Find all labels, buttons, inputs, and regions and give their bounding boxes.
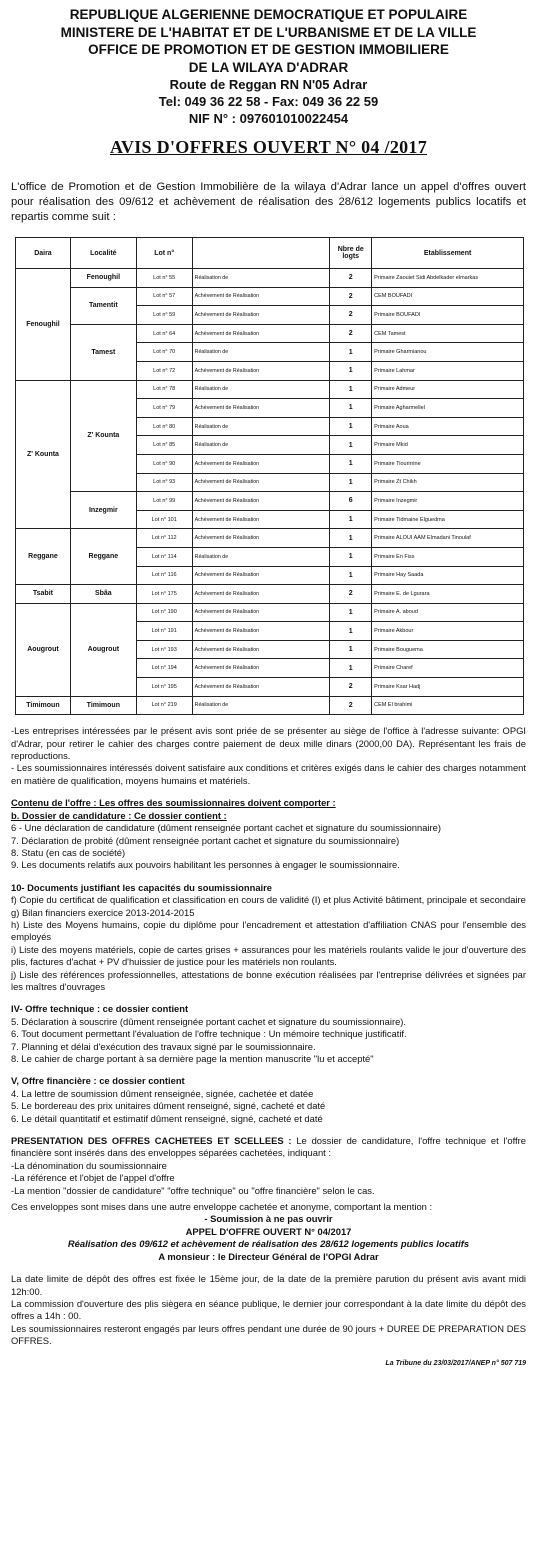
nbre-cell: 2 <box>330 324 372 343</box>
nbre-cell: 1 <box>330 436 372 455</box>
etab-cell: Primaire En Fiss <box>372 547 524 566</box>
envelope-mention: Réalisation des 09/612 et achèvement de réalisation des 28/612 logements publics locatifs <box>67 1238 470 1250</box>
table-row <box>16 529 524 548</box>
letterhead <box>7 6 530 127</box>
etab-cell: Primaire Tidmaine Elguedma <box>372 510 524 529</box>
daira-cell: Aougrout <box>16 603 71 696</box>
list-item: 9. Les documents relatifs aux pouvoirs habilitant les personnes à engager le soumissionnaire. <box>11 859 400 871</box>
nature-cell: Réalisation de <box>192 417 330 436</box>
nature-cell: Achèvement de Réalisation <box>192 659 330 678</box>
nbre-cell: 1 <box>330 399 372 418</box>
list-item: 5. Déclaration à souscrire (dûment renseignée portant cachet et signature du soumissionnaire). <box>11 1015 407 1027</box>
list-item: 6. Le détail quantitatif et estimatif dûment renseigné, signé, cacheté et daté <box>11 1112 323 1124</box>
header-line-1: REPUBLIQUE ALGERIENNE DEMOCRATIQUE ET POPULAIRE <box>69 7 468 22</box>
table-header-row <box>16 238 524 269</box>
nature-cell: Réalisation de <box>192 547 330 566</box>
lot-cell: Lot n° 79 <box>136 399 192 418</box>
list-item: g) Bilan financiers exercice 2013-2014-2015 <box>11 906 195 918</box>
nature-cell: Achèvement de Réalisation <box>192 585 330 604</box>
table-row <box>16 585 524 604</box>
nature-cell: Achèvement de Réalisation <box>192 622 330 641</box>
col-nature <box>192 238 330 269</box>
lot-cell: Lot n° 101 <box>136 510 192 529</box>
etab-cell: Primaire Zt Chikh <box>372 473 524 492</box>
notice-body <box>11 725 526 1347</box>
list-item: 6. Tout document permettant l'évaluation de l'offre technique : Un mémoire technique justificatif. <box>11 1028 407 1040</box>
list-item: 7. Déclaration de probité (dûment renseignée portant cachet et signature du soumissionnaire) <box>11 834 400 846</box>
nature-cell: Achèvement de Réalisation <box>192 566 330 585</box>
nature-cell: Achèvement de Réalisation <box>192 492 330 511</box>
list-item: 8. Le cahier de charge portant à sa dernière page la mention manuscrite "lu et accepté" <box>11 1053 374 1064</box>
etab-cell: Primaire Aoua <box>372 417 524 436</box>
table-row <box>16 696 524 715</box>
daira-cell: Timimoun <box>16 696 71 715</box>
etab-cell: Primaire BOUFADI <box>372 306 524 325</box>
nature-cell: Achèvement de Réalisation <box>192 510 330 529</box>
etab-cell: Primaire Ksar Hadj <box>372 678 524 697</box>
etab-cell: Primaire A. aboud <box>372 603 524 622</box>
etab-cell: Primaire Lahmar <box>372 361 524 380</box>
list-item: 4. La lettre de soumission dûment renseignée, signée, cachetée et datée <box>11 1087 314 1099</box>
col-nbre: Nbre de logts <box>330 238 372 269</box>
col-localite: Localité <box>70 238 136 269</box>
etab-cell: Primaire Gharmianou <box>372 343 524 362</box>
nbre-cell: 2 <box>330 306 372 325</box>
localite-cell: Aougrout <box>70 603 136 696</box>
nbre-cell: 1 <box>330 473 372 492</box>
nature-cell: Achèvement de Réalisation <box>192 678 330 697</box>
lot-cell: Lot n° 59 <box>136 306 192 325</box>
etab-cell: Primaire Agharmeliel <box>372 399 524 418</box>
list-item: -La référence et l'objet de l'appel d'offre <box>11 1172 175 1184</box>
nbre-cell: 1 <box>330 640 372 659</box>
daira-cell: Z' Kounta <box>16 380 71 529</box>
section-heading: IV- Offre technique : ce dossier contient <box>11 1003 189 1015</box>
etab-cell: Primaire E. de Lgurara <box>372 585 524 604</box>
nbre-cell: 1 <box>330 380 372 399</box>
nbre-cell: 1 <box>330 622 372 641</box>
lot-cell: Lot n° 70 <box>136 343 192 362</box>
nbre-cell: 2 <box>330 678 372 697</box>
nbre-cell: 2 <box>330 696 372 715</box>
lot-cell: Lot n° 64 <box>136 324 192 343</box>
nbre-cell: 1 <box>330 566 372 585</box>
lot-cell: Lot n° 112 <box>136 529 192 548</box>
daira-cell: Tsabit <box>16 585 71 604</box>
localite-cell: Timimoun <box>70 696 136 715</box>
etab-cell: Primaire Admeur <box>372 380 524 399</box>
nature-cell: Réalisation de <box>192 269 330 288</box>
lot-cell: Lot n° 55 <box>136 269 192 288</box>
nbre-cell: 1 <box>330 454 372 473</box>
section-heading: 10- Documents justifiant les capacités du soumissionnaire <box>11 881 273 893</box>
table-row <box>16 324 524 343</box>
nbre-cell: 6 <box>330 492 372 511</box>
lot-cell: Lot n° 99 <box>136 492 192 511</box>
lot-cell: Lot n° 57 <box>136 287 192 306</box>
lot-cell: Lot n° 194 <box>136 659 192 678</box>
list-item: f) Copie du certificat de qualification et classification en cours de validité (I) et plus Activité bâtiment, principale et secondaire <box>11 894 526 906</box>
paragraph: Ces enveloppes sont mises dans une autre enveloppe cachetée et anonyme, comportant la mention : <box>11 1201 433 1213</box>
lot-cell: Lot n° 195 <box>136 678 192 697</box>
nbre-cell: 2 <box>330 585 372 604</box>
lot-cell: Lot n° 90 <box>136 454 192 473</box>
localite-cell: Tamentit <box>70 287 136 324</box>
nbre-cell: 2 <box>330 269 372 288</box>
nbre-cell: 1 <box>330 659 372 678</box>
localite-cell: Fenoughil <box>70 269 136 288</box>
header-line-6: Tel: 049 36 22 58 - Fax: 049 36 22 59 <box>158 94 379 109</box>
nature-cell: Achèvement de Réalisation <box>192 473 330 492</box>
table-row <box>16 603 524 622</box>
nbre-cell: 1 <box>330 417 372 436</box>
lot-cell: Lot n° 190 <box>136 603 192 622</box>
daira-cell: Fenoughil <box>16 269 71 381</box>
localite-cell: Reggane <box>70 529 136 585</box>
nature-cell: Achèvement de Réalisation <box>192 324 330 343</box>
notice-page <box>7 0 530 1367</box>
list-item: j) Lisle des références professionnelles, attestations de bonne exécution réalisées par l'entreprise délivrées et signées par les maîtres d'ouvrages <box>11 968 526 992</box>
paragraph: -Les entreprises intéressées par le présent avis sont priée de se présenter au siège de l'office à l'adresse suivante: OPGI d'Adrar, pour retirer le cahier des charges contre paiement de deux mille dinars (2000,00 DA). Représentant les frais de reproductions. <box>11 725 526 762</box>
nbre-cell: 2 <box>330 287 372 306</box>
lot-cell: Lot n° 72 <box>136 361 192 380</box>
list-item: 7. Planning et délai d'exécution des travaux signé par le soumissionnaire. <box>11 1040 316 1052</box>
list-item: 6 - Une déclaration de candidature (dûment renseignée portant cachet et signature du soumissionnaire) <box>11 822 441 834</box>
lot-cell: Lot n° 116 <box>136 566 192 585</box>
nature-cell: Réalisation de <box>192 696 330 715</box>
col-daira: Daira <box>16 238 71 269</box>
table-row <box>16 287 524 306</box>
etab-cell: Primaire Tiourirrine <box>372 454 524 473</box>
etab-cell: Primaire Bouguema <box>372 640 524 659</box>
etab-cell: CEM El brahimi <box>372 696 524 715</box>
notice-title: AVIS D'OFFRES OUVERT N° 04 /2017 <box>109 137 428 157</box>
list-item: -La mention "dossier de candidature" "offre technique" ou "offre financière" selon le cas. <box>11 1184 375 1196</box>
nbre-cell: 1 <box>330 510 372 529</box>
col-lot: Lot n° <box>136 238 192 269</box>
lot-cell: Lot n° 80 <box>136 417 192 436</box>
localite-cell: Tamest <box>70 324 136 380</box>
header-line-2: MINISTERE DE L'HABITAT ET DE L'URBANISME ET DE LA VILLE <box>60 24 477 40</box>
nbre-cell: 1 <box>330 529 372 548</box>
envelope-mention: A monsieur : le Directeur Général de l'OPGI Adrar <box>158 1250 379 1262</box>
lot-cell: Lot n° 191 <box>136 622 192 641</box>
paragraph: La date limite de dépôt des offres est fixée le 15ème jour, de la date de la première parution du présent avis avant midi 12h:00. <box>11 1273 526 1297</box>
etab-cell: Primaire Charef <box>372 659 524 678</box>
nbre-cell: 1 <box>330 343 372 362</box>
header-line-5: Route de Reggan RN N'05 Adrar <box>169 77 368 92</box>
table-row <box>16 492 524 511</box>
list-item: 5. Le bordereau des prix unitaires dûment renseigné, signé, cacheté et daté <box>11 1100 326 1112</box>
envelope-mention: - Soumission à ne pas ouvrir <box>204 1213 333 1225</box>
lot-cell: Lot n° 93 <box>136 473 192 492</box>
etab-cell: Primaire ALOUI AAM Elmadani Tinoulaf <box>372 529 524 548</box>
nature-cell: Réalisation de <box>192 380 330 399</box>
lot-cell: Lot n° 175 <box>136 585 192 604</box>
etab-cell: Primaire Mkid <box>372 436 524 455</box>
paragraph <box>11 1135 526 1160</box>
header-line-7: NIF N° : 097601010022454 <box>188 111 349 126</box>
lot-cell: Lot n° 78 <box>136 380 192 399</box>
etab-cell: CEM Tamest <box>372 324 524 343</box>
etab-cell: Primaire Hay Saada <box>372 566 524 585</box>
etab-cell: Primaire Zaouiet Sidi Abdelkader elmarkas <box>372 269 524 288</box>
paragraph: - Les soumissionnaires intéressés doivent satisfaire aux conditions et critères exigés dans le cahier des charges notamment en matière de qualification, moyens humains et matériels. <box>11 762 526 786</box>
daira-cell: Reggane <box>16 529 71 585</box>
etab-cell: Primaire Akbour <box>372 622 524 641</box>
list-item: i) Liste des moyens matériels, copie de cartes grises + assurances pour les matériels roulants valide le jour d'ouverture des plis, factures d'achat + PV d'huissier de justice pour les matériels non roulants. <box>11 943 526 968</box>
paragraph-text: Le dossier de candidature, l'offre technique et l'offre financière sont insérés dans des enveloppes séparées cachetées, indiquant : <box>11 1135 526 1159</box>
envelope-mention: APPEL D'OFFRE OUVERT N° 04/2017 <box>185 1225 352 1237</box>
nbre-cell: 1 <box>330 547 372 566</box>
nature-cell: Achèvement de Réalisation <box>192 306 330 325</box>
publication-footer: La Tribune du 23/03/2017/ANEP n° 507 719 <box>385 1359 526 1367</box>
list-item: h) Liste des Moyens humains, copie du diplôme pour l'encadrement et attestation d'affiliation CNAS pour l'ensemble des employés <box>11 918 526 943</box>
nature-cell: Achèvement de Réalisation <box>192 603 330 622</box>
localite-cell: Z' Kounta <box>70 380 136 492</box>
lots-table <box>15 237 524 715</box>
lot-cell: Lot n° 85 <box>136 436 192 455</box>
lot-cell: Lot n° 219 <box>136 696 192 715</box>
lot-cell: Lot n° 114 <box>136 547 192 566</box>
paragraph: Les soumissionnaires resteront engagés par leurs offres pendant une durée de 90 jours + DUREE DE PREPARATION DES OFFRES. <box>11 1322 526 1347</box>
nature-cell: Réalisation de <box>192 436 330 455</box>
section-heading: Contenu de l'offre : Les offres des soumissionnaires doivent comporter : <box>11 797 336 809</box>
nature-cell: Achèvement de Réalisation <box>192 529 330 548</box>
paragraph: La commission d'ouverture des plis siègera en séance publique, le dernier jour correspondant à la date limite du dépôt des offres a 14h : 00. <box>11 1297 526 1322</box>
nature-cell: Achèvement de Réalisation <box>192 399 330 418</box>
table-row <box>16 380 524 399</box>
lot-cell: Lot n° 193 <box>136 640 192 659</box>
nbre-cell: 1 <box>330 603 372 622</box>
header-line-4: DE LA WILAYA D'ADRAR <box>188 59 349 75</box>
nature-cell: Achèvement de Réalisation <box>192 361 330 380</box>
nbre-cell: 1 <box>330 361 372 380</box>
intro-paragraph: L'office de Promotion et de Gestion Immobilière de la wilaya d'Adrar lance un appel d'offres ouvert pour réalisation des 09/612 et achèvement de réalisation des 28/612 logements publics locatifs et repartis comme suit : <box>11 181 526 223</box>
section-heading: V, Offre financière : ce dossier contient <box>11 1075 185 1087</box>
section-heading: b. Dossier de candidature : Ce dossier contient : <box>11 809 227 821</box>
nature-cell: Achèvement de Réalisation <box>192 640 330 659</box>
nature-cell: Achèvement de Réalisation <box>192 454 330 473</box>
section-heading: PRESENTATION DES OFFRES CACHETEES ET SCELLEES : <box>11 1135 292 1147</box>
etab-cell: CEM BOUFADI <box>372 287 524 306</box>
localite-cell: Inzegmir <box>70 492 136 529</box>
localite-cell: Sbâa <box>70 585 136 604</box>
list-item: 8. Statu (en cas de société) <box>11 846 126 858</box>
nature-cell: Achèvement de Réalisation <box>192 287 330 306</box>
etab-cell: Primaire Inzegmir <box>372 492 524 511</box>
header-line-3: OFFICE DE PROMOTION ET DE GESTION IMMOBILIERE <box>88 42 449 57</box>
nature-cell: Réalisation de <box>192 343 330 362</box>
col-etablissement: Etablissement <box>372 238 524 269</box>
list-item: -La dénomination du soumissionnaire <box>11 1159 167 1171</box>
table-row <box>16 269 524 288</box>
